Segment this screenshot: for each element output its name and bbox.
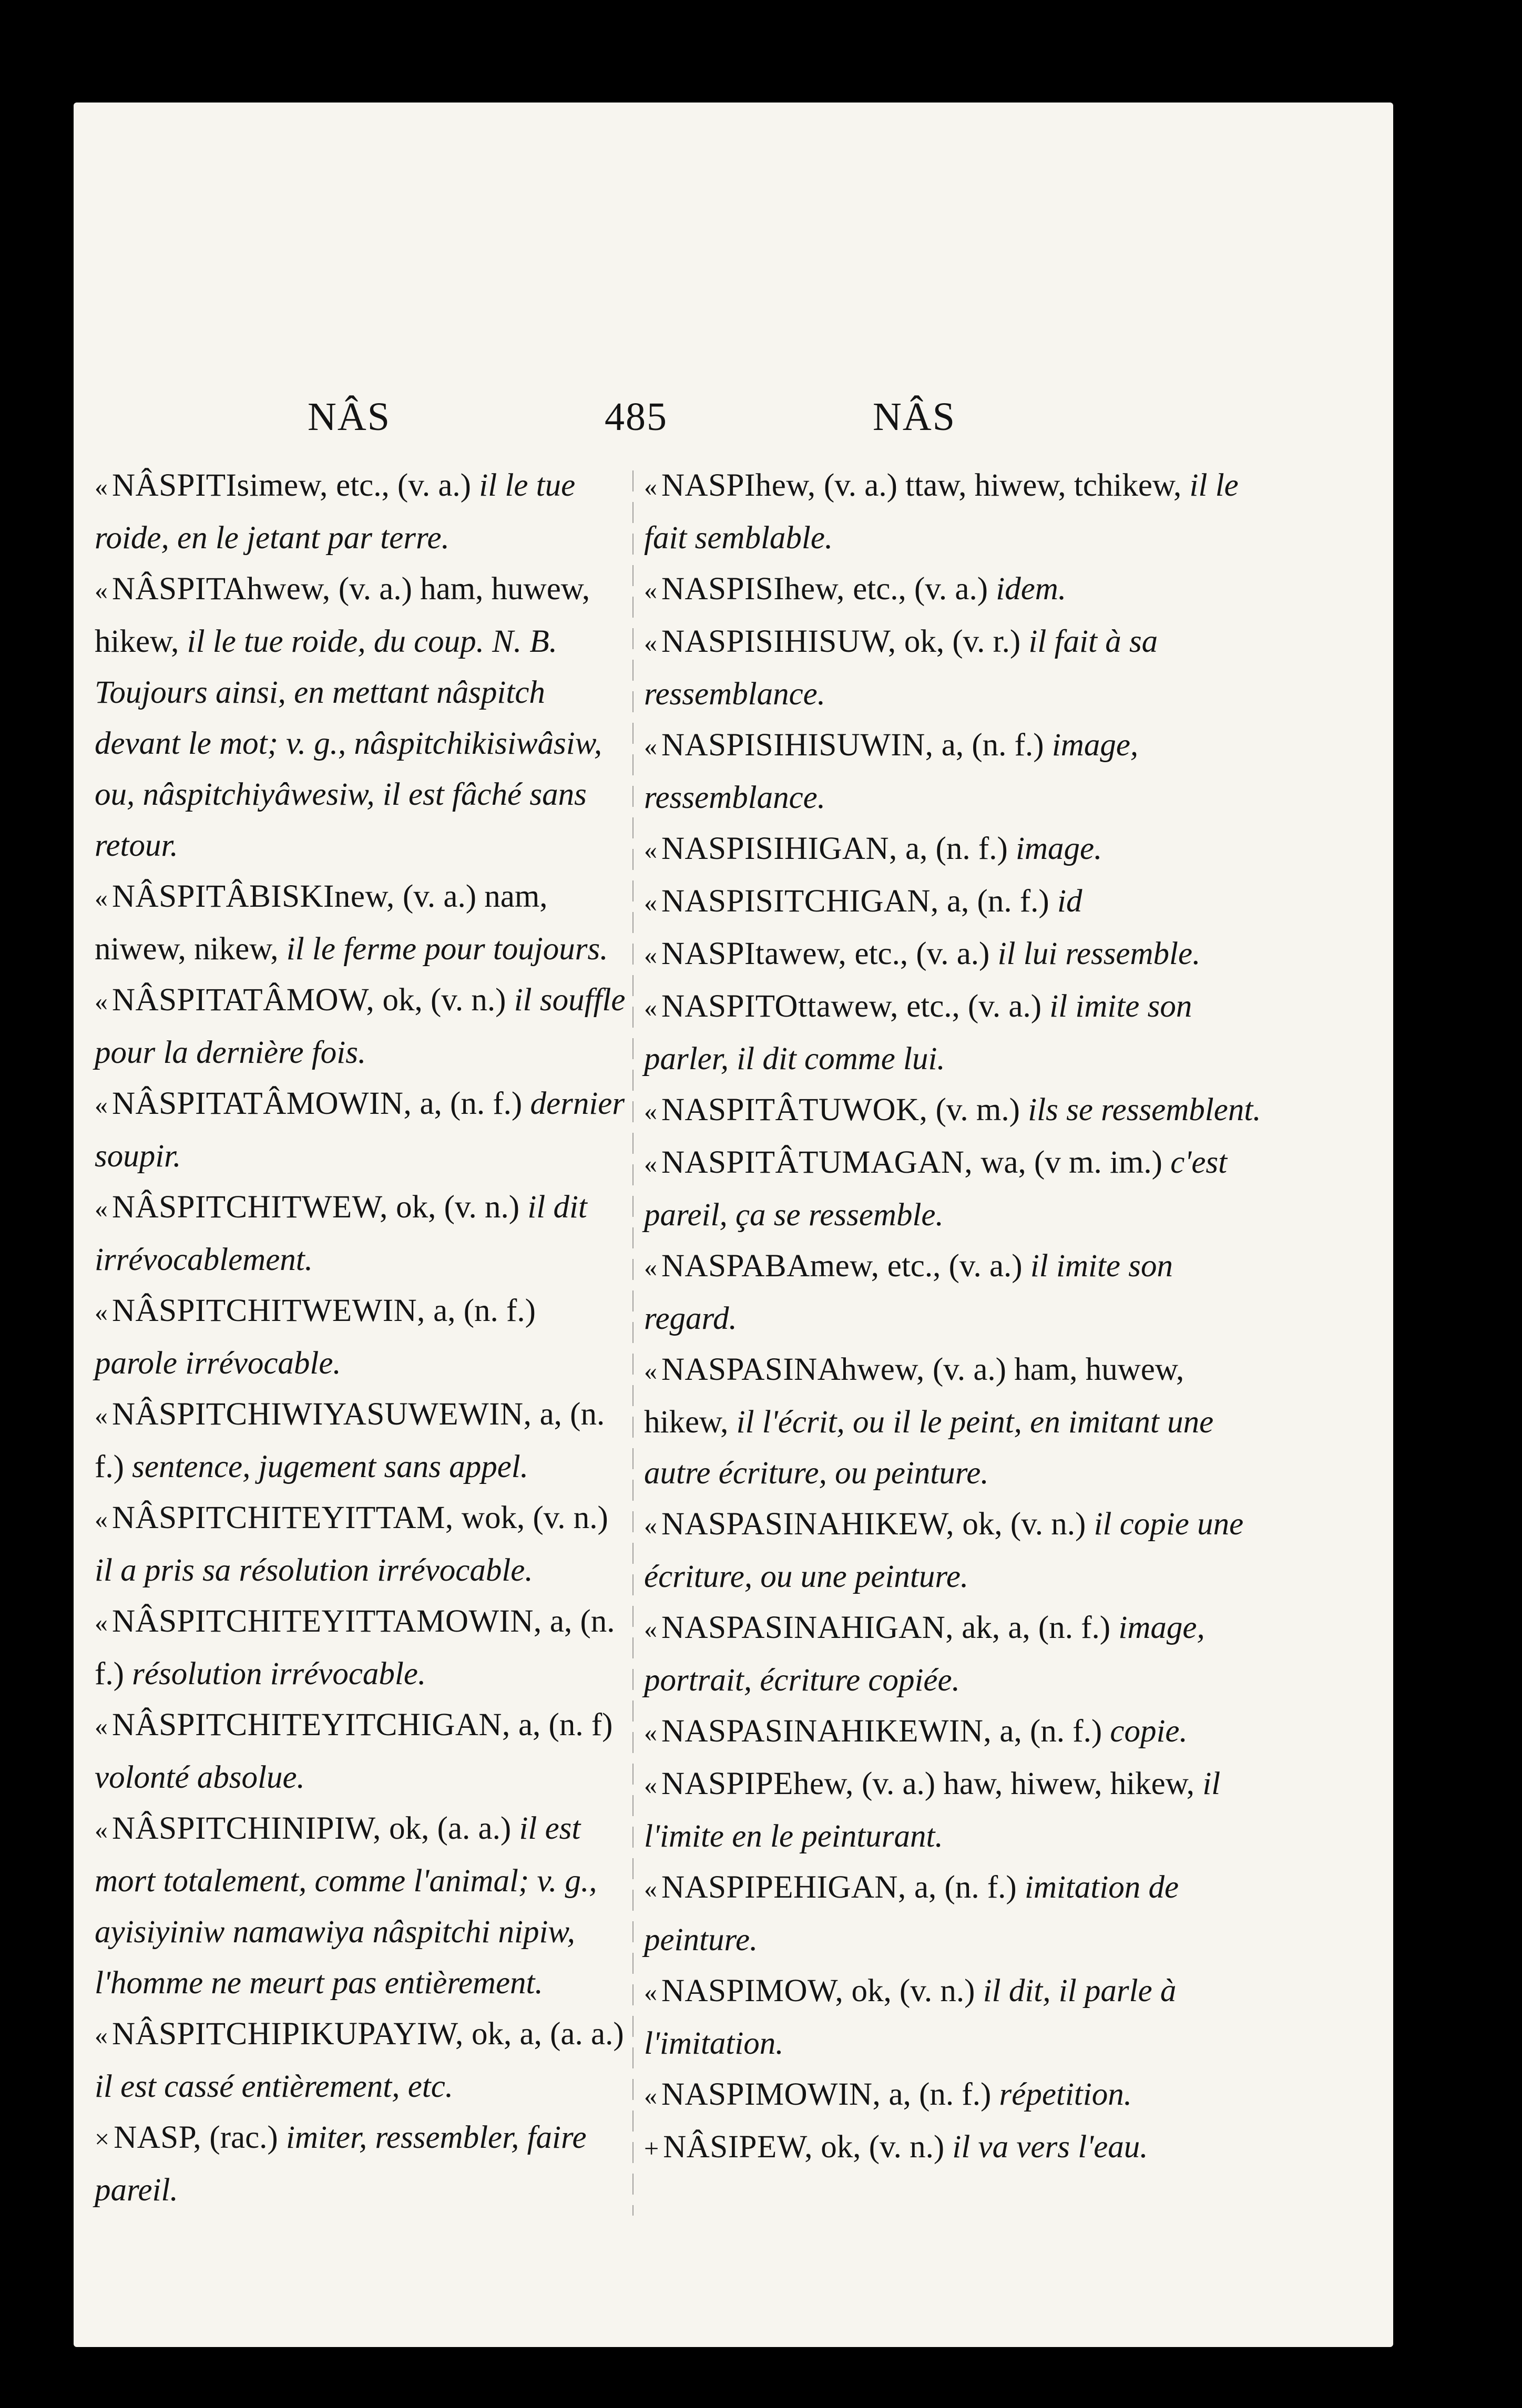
entry-definition: il le ferme pour toujours. [286,931,608,967]
entry-grammar: etc., (v. a.) [906,989,1042,1024]
dictionary-entry [644,1602,1264,1706]
entry-headword: NÂSPITAhwew, [112,571,331,607]
entry-definition: sentence, jugement sans appel. [132,1449,528,1484]
entry-grammar: (v. m.) [935,1092,1020,1128]
entry-headword: NASPISITCHIGAN, [661,884,939,919]
dictionary-entry [95,2112,626,2216]
entry-headword: NÂSPITATÂMOWIN, [112,1086,412,1121]
entry-definition: idem. [996,571,1067,607]
entry-marker: « [644,1614,657,1644]
dictionary-entry [95,1285,626,1389]
dictionary-entry [644,1499,1264,1602]
dictionary-entry [95,871,626,975]
entry-definition: parole irrévocable. [95,1346,341,1381]
entry-marker: « [644,993,657,1022]
entry-grammar: ok, (v. n.) [382,982,506,1018]
dictionary-entry [644,2069,1264,2122]
entry-headword: NASPIMOWIN, [661,2077,881,2112]
entry-definition: c'est pareil, ça se ressemble. [644,1145,1228,1233]
entry-definition: répetition. [999,2077,1132,2112]
entry-marker: « [644,1874,657,1903]
entry-grammar: ok, (v. n.) [851,1973,975,2009]
entry-grammar: a, (n. f.) [905,831,1008,866]
entry-marker: « [644,888,657,917]
entry-headword: NASPITOttawew, [661,989,898,1024]
dictionary-entry [644,563,1264,616]
entry-marker: « [95,1194,108,1223]
entry-headword: NASPISIHISUW, [661,624,896,659]
entry-marker: « [95,883,108,913]
dictionary-entry [95,1182,626,1285]
entry-definition: il fait à sa ressemblance. [644,624,1158,712]
dictionary-entry [95,1078,626,1182]
column-divider [632,470,634,2216]
entry-grammar: ok, (a. a.) [389,1811,512,1846]
left-column [95,460,626,2216]
entry-grammar: ok, a, (a. a.) [472,2016,624,2052]
entry-marker: « [95,576,108,605]
entry-marker: « [95,1090,108,1120]
entry-headword: NÂSPITIsimew, [112,468,328,503]
entry-marker: « [644,472,657,501]
dictionary-entry [644,928,1264,981]
entry-grammar: a, (n. f.) [941,727,1044,763]
entry-marker: + [644,2134,659,2163]
entry-headword: NÂSIPEW, [663,2129,813,2165]
entry-grammar: a, (n. f.) [433,1293,536,1328]
dictionary-entry [644,1241,1264,1344]
entry-grammar: a, (n. f.) [914,1870,1017,1905]
dictionary-entry [644,1137,1264,1241]
entry-grammar: etc., (v. a.) [854,936,990,971]
entry-definition: copie. [1110,1714,1188,1749]
entry-marker: « [95,1401,108,1430]
dictionary-entry [95,1492,626,1596]
dictionary-entry [95,1803,626,2009]
dictionary-entry [95,460,626,563]
entry-headword: NASPItawew, [661,936,847,971]
entry-definition: imiter, ressembler, faire pareil. [95,2120,587,2208]
entry-headword: NASPIPEhew, [661,1766,854,1801]
entry-headword: NASPABAmew, [661,1248,880,1284]
dictionary-entry [95,975,626,1078]
header-left-guideword: NÂS [308,395,391,439]
entry-definition: image, portrait, écriture copiée. [644,1610,1205,1698]
entry-headword: NASPISIhew, [661,571,845,607]
entry-marker: « [95,1504,108,1534]
dictionary-page [74,103,1393,2347]
dictionary-entry [644,1965,1264,2069]
entry-grammar: (rac.) [209,2120,278,2155]
entry-definition: volonté absolue. [95,1760,305,1795]
entry-marker: « [95,987,108,1016]
entry-marker: × [95,2124,110,2154]
entry-headword: NASPIhew, [661,468,816,503]
entry-definition: il va vers l'eau. [952,2129,1148,2165]
entry-headword: NÂSPITCHITEYITCHIGAN, [112,1707,510,1743]
entry-marker: « [644,1770,657,1800]
dictionary-entry [644,823,1264,876]
entry-grammar: (v. a.) ham, huwew, hikew, [644,1352,1184,1440]
entry-headword: NASPASINAHIKEWIN, [661,1714,992,1749]
entry-headword: NASPIMOW, [661,1973,844,2009]
entry-grammar: ok, (v. n.) [821,2129,945,2165]
entry-grammar: ok, (v. n.) [396,1190,520,1225]
dictionary-entry [95,563,626,871]
entry-definition: il l'imite en le peinturant. [644,1766,1221,1854]
entry-marker: « [644,1356,657,1386]
dictionary-entry [644,720,1264,823]
entry-headword: NÂSPITCHITWEW, [112,1190,388,1225]
entry-grammar: a, (n. f.) [95,1604,615,1692]
entry-headword: NÂSPITCHITWEWIN, [112,1293,425,1328]
header-right-guideword: NÂS [873,395,956,439]
entry-headword: NÂSPITCHIWIYASUWEWIN, [112,1397,532,1432]
entry-headword: NASPITÂTUWOK, [661,1092,928,1128]
entry-marker: « [95,472,108,501]
entry-definition: il est mort totalement, comme l'animal; v. g., ayisiyiniw namawiya nâspitchi nipiw, l'homme ne meurt pas entièrement. [95,1811,597,2001]
entry-grammar: (v. a.) haw, hiwew, hikew, [862,1766,1195,1801]
entry-definition: il lui ressemble. [997,936,1201,971]
entry-definition: il le tue roide, en le jetant par terre. [95,468,576,556]
entry-marker: « [95,1815,108,1845]
entry-definition: il dit, il parle à l'imitation. [644,1973,1177,2061]
entry-grammar: wok, (v. n.) [461,1500,608,1535]
entry-grammar: ok, (v. n.) [962,1507,1086,1542]
entry-grammar: (v. a.) nam, niwew, nikew, [95,879,548,967]
entry-grammar: a, (n. f.) [420,1086,523,1121]
entry-headword: NASPASINAhwew, [661,1352,925,1387]
entry-marker: « [644,1718,657,1747]
entry-definition: il l'écrit, ou il le peint, en imitant une autre écriture, ou peinture. [644,1405,1214,1491]
entry-marker: « [644,1149,657,1179]
entry-grammar: a, (n. f) [518,1707,613,1743]
entry-definition: id [1057,884,1082,919]
entry-marker: « [95,2021,108,2050]
entry-definition: il copie une écriture, ou une peinture. [644,1507,1244,1594]
entry-grammar: ak, a, (n. f.) [962,1610,1111,1645]
dictionary-entry [95,2009,626,2112]
entry-marker: « [95,1712,108,1741]
entry-grammar: a, (n. f.) [95,1397,605,1484]
dictionary-entry [644,1344,1264,1499]
page-number: 485 [605,395,668,439]
entry-definition: il le tue roide, du coup. N. B. Toujours ainsi, en mettant nâspitch devant le mot; v. g., nâspitchikisiwâsiw, ou, nâspitchiyâwesiw, il est fâché sans retour. [95,624,602,863]
entry-definition: image. [1016,831,1102,866]
dictionary-entry [644,1706,1264,1758]
entry-definition: il imite son regard. [644,1248,1173,1336]
dictionary-entry [644,1862,1264,1965]
entry-headword: NÂSPITATÂMOW, [112,982,375,1018]
entry-headword: NASPASINAHIGAN, [661,1610,954,1645]
entry-definition: il a pris sa résolution irrévocable. [95,1553,533,1588]
entry-definition: résolution irrévocable. [132,1656,426,1692]
entry-grammar: (v. a.) ham, huwew, hikew, [95,571,590,659]
entry-definition: il le fait semblable. [644,468,1239,556]
entry-definition: ils se ressemblent. [1028,1092,1261,1128]
entry-definition: image, ressemblance. [644,727,1139,815]
entry-marker: « [644,732,657,761]
entry-marker: « [644,1977,657,2007]
dictionary-entry [95,1389,626,1492]
entry-headword: NASP, [114,2120,202,2155]
entry-marker: « [644,940,657,970]
entry-headword: NASPISIHIGAN, [661,831,897,866]
entry-definition: imitation de peinture. [644,1870,1179,1958]
entry-definition: dernier soupir. [95,1086,625,1174]
entry-definition: il imite son parler, il dit comme lui. [644,989,1192,1077]
entry-marker: « [644,835,657,865]
entry-grammar: a, (n. f.) [888,2077,992,2112]
dictionary-entry [644,460,1264,563]
entry-marker: « [644,576,657,605]
entry-grammar: etc., (v. a.) [853,571,988,607]
entry-grammar: wa, (v m. im.) [980,1145,1162,1180]
dictionary-entry [95,1596,626,1699]
entry-headword: NÂSPITCHITEYITTAM, [112,1500,454,1535]
entry-marker: « [95,1608,108,1637]
entry-headword: NÂSPITCHINIPIW, [112,1811,381,1846]
entry-headword: NÂSPITCHITEYITTAMOWIN, [112,1604,542,1639]
dictionary-entry [644,2122,1264,2174]
entry-definition: il est cassé entièrement, etc. [95,2069,454,2104]
entry-grammar: ok, (v. r.) [904,624,1021,659]
entry-grammar: (v. a.) ttaw, hiwew, tchikew, [823,468,1182,503]
entry-marker: « [644,1511,657,1540]
entry-grammar: etc., (v. a.) [336,468,471,503]
dictionary-entry [644,1084,1264,1137]
entry-headword: NASPITÂTUMAGAN, [661,1145,973,1180]
entry-marker: « [644,1097,657,1126]
dictionary-entry [644,1758,1264,1862]
entry-headword: NASPIPEHIGAN, [661,1870,906,1905]
entry-headword: NASPISIHISUWIN, [661,727,934,763]
entry-marker: « [95,1297,108,1327]
entry-grammar: etc., (v. a.) [887,1248,1023,1284]
entry-headword: NASPASINAHIKEW, [661,1507,955,1542]
right-column [644,460,1264,2174]
entry-marker: « [644,2081,657,2110]
entry-headword: NÂSPITÂBISKInew, [112,879,395,914]
entry-marker: « [644,1253,657,1282]
entry-headword: NÂSPITCHIPIKUPAYIW, [112,2016,464,2052]
dictionary-entry [644,616,1264,720]
entry-marker: « [644,628,657,658]
running-header [74,394,1393,457]
dictionary-entry [95,1699,626,1803]
dictionary-entry [644,876,1264,928]
dictionary-entry [644,981,1264,1084]
entry-grammar: a, (n. f.) [946,884,1049,919]
entry-grammar: a, (n. f.) [999,1714,1102,1749]
entry-definition: il dit irrévocablement. [95,1190,587,1277]
entry-definition: il souffle pour la dernière fois. [95,982,626,1070]
